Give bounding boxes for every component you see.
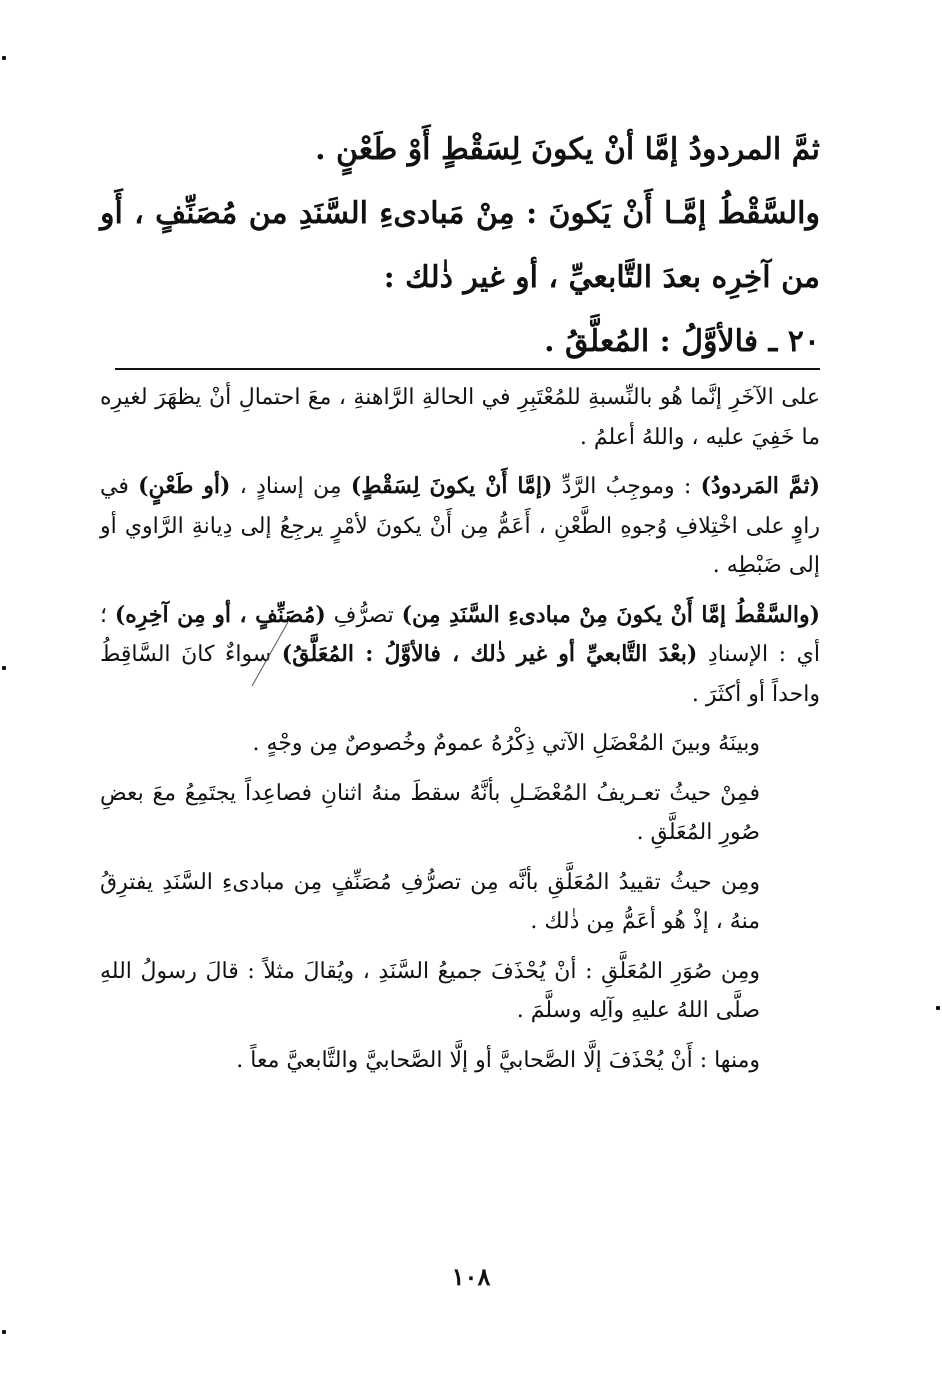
commentary-paragraph [100, 596, 820, 715]
main-text-block [100, 118, 820, 374]
page-number: ١٠٨ [451, 1262, 491, 1291]
commentary-paragraph [100, 467, 820, 586]
scan-speck [2, 666, 6, 670]
commentary-block [100, 378, 820, 1090]
commentary-paragraph: ومنها : أَنْ يُحْذَفَ إلَّا الصَّحابيَّ أو إلَّا الصَّحابيَّ والتَّابعيَّ معاً . [236, 1047, 760, 1073]
commentary-paragraph: فمِنْ حيثُ تعـريفُ المُعْضَـلِ بأنَّهُ سقطَ منهُ اثنانِ فصاعِداً يجتَمِعُ معَ بعضِ صُورِ المُعَلَّقِ . [100, 780, 760, 845]
divider-line [115, 368, 820, 370]
commentary-text: ؛ أي : الإسنادِ [100, 602, 820, 667]
commentary-paragraph: ومِن حيثُ تقييدُ المُعَلَّقِ بأنَّه مِن تصرُّفِ مُصَنِّفٍ مِن مبادىءِ السَّنَدِ يفترِقُ منهُ ، إذْ هُو أعَمُّ مِن ذٰلك . [100, 869, 760, 934]
main-text-line: ثمَّ المردودُ إمَّا أنْ يكونَ لِسَقْطٍ أَوْ طَعْنٍ . [315, 132, 820, 167]
commentary-text: سواءٌ كانَ السَّاقِطُ واحداً أو أكثَرَ . [100, 642, 820, 707]
quoted-matn: (إمَّا أَنْ يكونَ لِسَقْطٍ) [350, 473, 553, 499]
scan-speck [2, 1330, 6, 1334]
main-text-line: ٢٠ ـ فالأوَّلُ : المُعلَّقُ . [544, 324, 820, 359]
commentary-paragraph: ومِن صُوَرِ المُعَلَّقِ : أنْ يُحْذَفَ جميعُ السَّنَدِ ، ويُقالَ مثلاً : قالَ رسولُ اللهِ صلَّى اللهُ عليهِ وآلِه وسلَّمَ . [100, 958, 760, 1023]
commentary-text: : وموجِبُ الرَّدِّ [552, 474, 701, 499]
commentary-paragraph: وبينَهُ وبينَ المُعْضَلِ الآتي ذِكْرُهُ عمومٌ وخُصوصٌ مِن وجْهٍ . [252, 731, 760, 756]
scan-speck [2, 56, 6, 60]
quoted-matn: (بعْدَ التَّابعيِّ أو غير ذٰلك ، فالأوَّلُ : المُعَلَّقُ) [281, 641, 698, 667]
commentary-paragraph: على الآخَرِ إنَّما هُو بالنِّسبةِ للمُعْتَبِرِ في الحالةِ الرَّاهنةِ ، معَ احتمالِ أنْ يظهَرَ لغيرِه ما خَفِيَ عليه ، واللهُ أعلمُ . [100, 385, 820, 450]
main-text-line: والسَّقْطُ إمَّـا أَنْ يَكونَ : مِنْ مَبادىءِ السَّنَدِ من مُصَنِّفٍ ، أَو من آخِرِه بعدَ التَّابعيِّ ، أو غير ذٰلك : [100, 196, 820, 295]
quoted-matn: (أو طَعْنٍ) [138, 473, 231, 499]
pen-stroke-mark [240, 620, 300, 690]
commentary-text: في راوٍ على اخْتِلافِ وُجوهِ الطَّعْنِ ، أَعَمُّ مِن أَنْ يكونَ لأمْرٍ يرجِعُ إلى دِيانةِ الرَّاوي أو إلى ضَبْطِه . [100, 474, 820, 578]
commentary-text: تصرُّفِ [325, 602, 402, 628]
quoted-matn: (والسَّقْطُ إمَّا أَنْ يكونَ مِنْ مبادىءِ السَّنَدِ مِن) [401, 601, 820, 628]
scan-speck [936, 1006, 940, 1010]
commentary-text: مِن إسنادٍ ، [230, 474, 351, 499]
quoted-matn: (ثمَّ المَردودُ) [700, 473, 820, 499]
quoted-matn: (مُصَنِّفٍ ، أو مِن آخِرِه) [114, 601, 326, 628]
